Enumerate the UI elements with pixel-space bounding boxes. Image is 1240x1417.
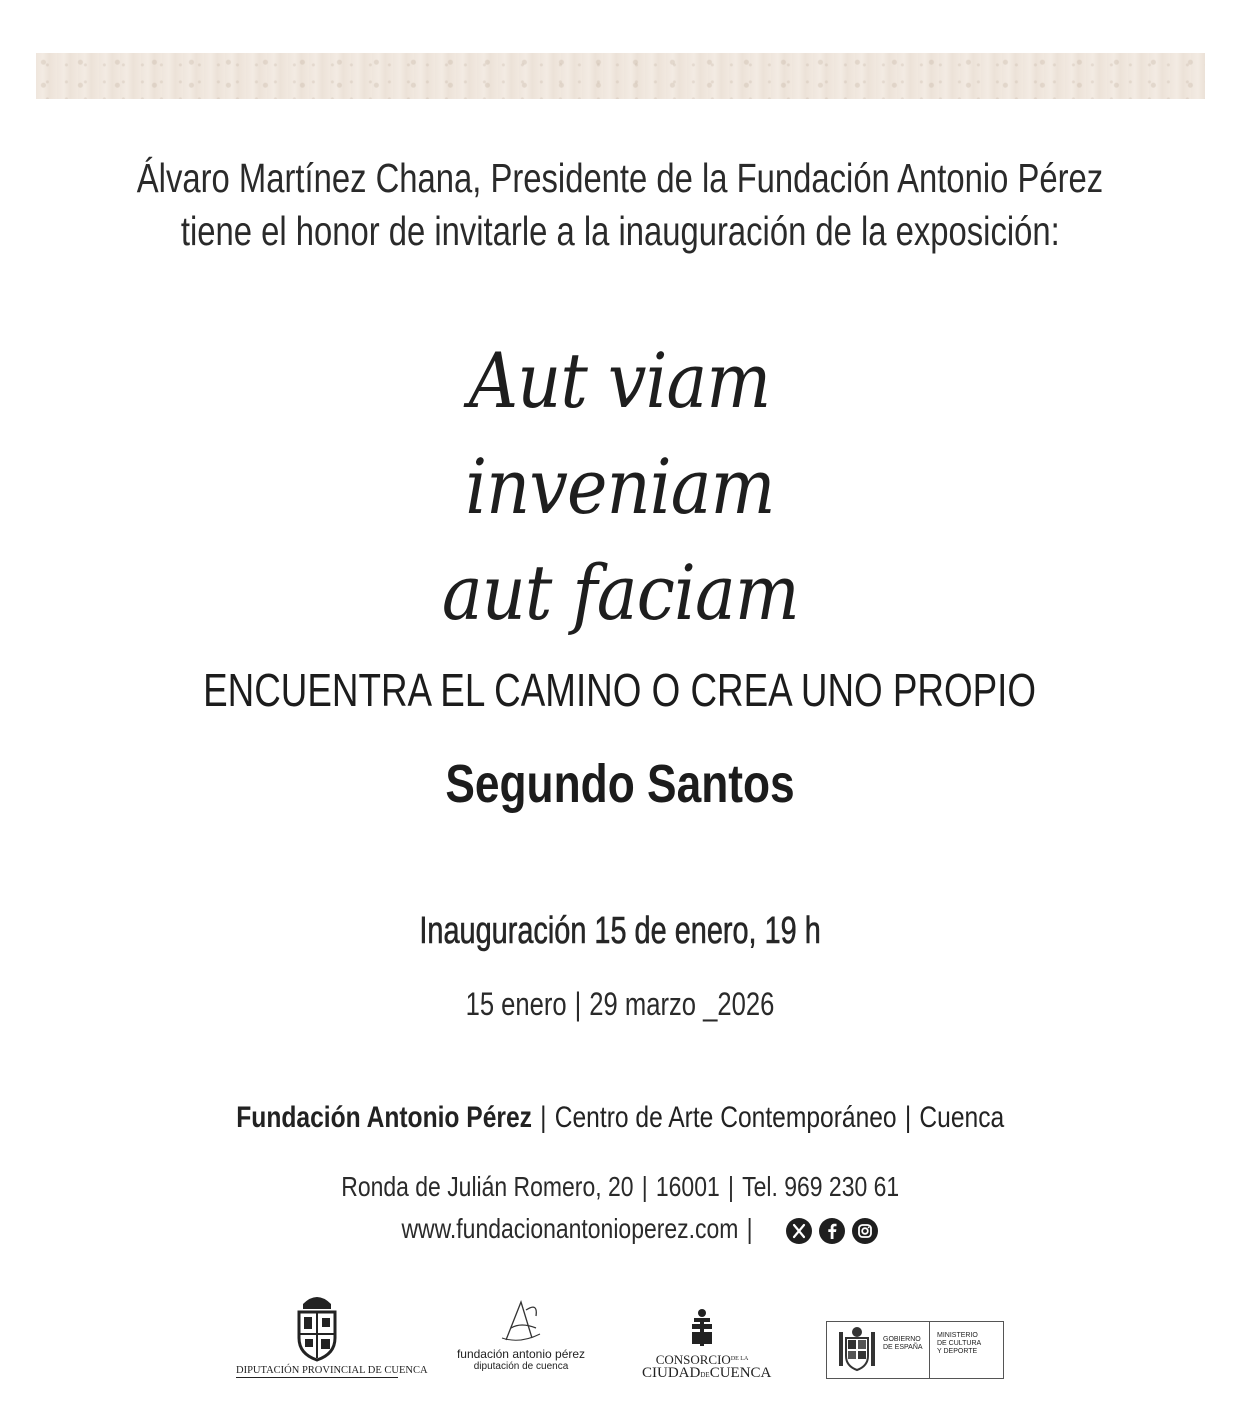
venue-center: Centro de Arte Contemporáneo [554,1101,897,1134]
separator: | [904,1101,911,1134]
consorcio-word: CONSORCIO [655,1352,731,1367]
ministerio-line-1: MINISTERIO [937,1332,978,1339]
inauguration-info [0,907,1240,955]
address-info [0,1168,1240,1206]
fundacion-caption-1: fundación antonio pérez [456,1347,586,1361]
venue-info [0,1097,1240,1139]
address-postal: 16001 [655,1171,720,1202]
consorcio-de: DE [700,1371,710,1379]
spain-coat-of-arms-icon [835,1326,879,1374]
venue-name: Fundación Antonio Pérez [236,1101,532,1134]
address-phone: Tel. 969 230 61 [741,1171,899,1202]
title-line-2: inveniam [465,442,775,531]
separator: | [574,986,582,1022]
artist-text: Segundo Santos [445,754,795,814]
diputacion-caption: DIPUTACIÓN PROVINCIAL DE CUENCA [236,1365,428,1376]
fundacion-caption-2: diputación de cuenca [473,1361,569,1372]
separator: | [641,1171,648,1202]
exhibition-subtitle [0,662,1240,718]
consorcio-cuenca: CUENCA [709,1365,772,1381]
sponsor-logos [0,1290,1240,1390]
ministerio-line-2: DE CULTURA [937,1340,982,1347]
diputacion-crest-icon [295,1290,339,1362]
inauguration-text: Inauguración 15 de enero, 19 h [419,910,821,952]
web-and-social [0,1210,1240,1248]
consorcio-ciudad: CIUDAD [642,1365,701,1381]
intro-line-1: Álvaro Martínez Chana, Presidente de la Fundación Antonio Pérez [136,155,1104,201]
instagram-icon[interactable] [852,1218,878,1244]
date-end: 29 marzo _2026 [589,986,775,1022]
gobierno-divider [929,1322,930,1378]
invitation-intro [0,152,1240,258]
facebook-icon[interactable] [819,1218,845,1244]
consorcio-caption-2 [642,1365,772,1383]
gobierno-logo [826,1321,1004,1379]
consorcio-crest-icon [686,1308,718,1348]
decorative-paper-strip [36,53,1205,99]
consorcio-small: DE LA [730,1356,749,1362]
consorcio-logo [642,1308,772,1383]
x-icon[interactable] [786,1218,812,1244]
website-link[interactable]: www.fundacionantonioperez.com [401,1213,739,1244]
separator: | [746,1213,753,1244]
fundacion-logo [456,1298,586,1372]
ministerio-line-3: Y DEPORTE [937,1348,978,1355]
fundacion-signature-icon [496,1298,546,1344]
separator: | [539,1101,547,1134]
venue-city: Cuenca [919,1101,1004,1134]
diputacion-logo [236,1290,428,1378]
exhibition-title [0,328,1240,646]
address-street: Ronda de Julián Romero, 20 [341,1171,634,1202]
title-line-1: Aut viam [469,336,771,425]
subtitle-text: ENCUENTRA EL CAMINO O CREA UNO PROPIO [203,664,1037,716]
title-line-3: aut faciam [441,548,799,637]
gobierno-line-2: DE ESPAÑA [883,1344,923,1351]
intro-line-2: tiene el honor de invitarle a la inauguración de la exposición: [180,208,1060,254]
exhibition-dates [0,982,1240,1026]
separator: | [727,1171,734,1202]
gobierno-line-1: GOBIERNO [883,1336,921,1343]
artist-name [0,752,1240,816]
date-start: 15 enero [465,986,567,1022]
